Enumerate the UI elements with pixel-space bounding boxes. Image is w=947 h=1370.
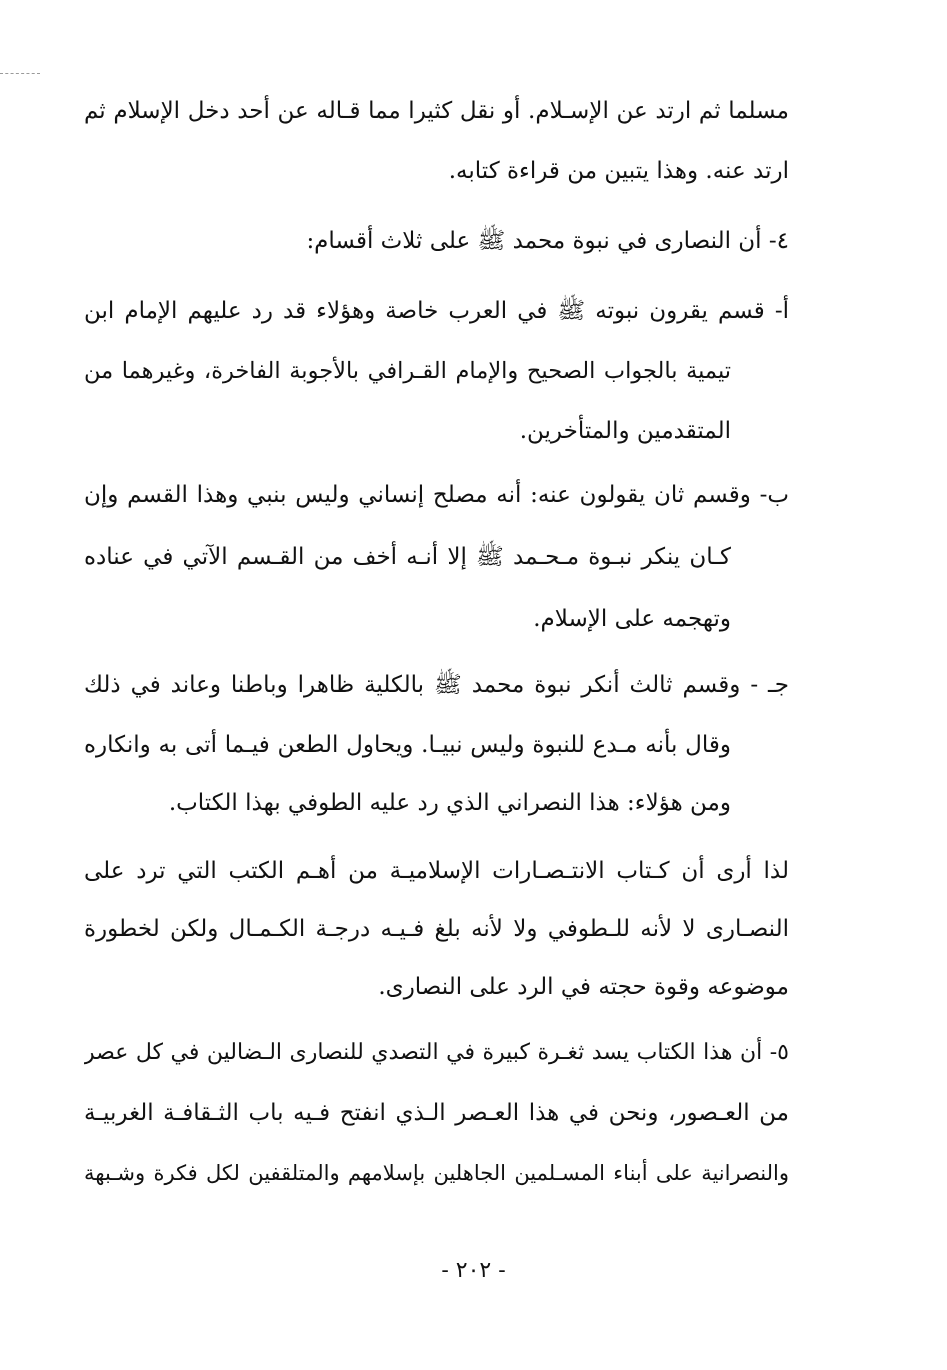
list-item-5-line-2: من العـصور، ونحن في هذا العـصر الـذي انفتح فـيه باب الثـقافـة الغربيـة [84, 1100, 789, 1126]
conclusion-line-2: النصـارى لا لأنه للـطوفي ولا لأنه بلغ فـيـه درجـة الكـمـال ولكن لخطورة [84, 916, 789, 942]
subitem-a-line-2: تيمية بالجواب الصحيح والإمام القـرافي بالأجوبة الفاخرة، وغيرهما من [84, 358, 731, 384]
subitem-b-line-3: وتهجمه على الإسلام. [533, 606, 731, 632]
conclusion-line-3: موضوعه وقوة حجته في الرد على النصارى. [378, 974, 789, 1000]
subitem-b-line-1: ب- وقسم ثان يقولون عنه: أنه مصلح إنساني وليس بنبي وهذا القسم وإن [84, 482, 789, 508]
scan-edge-mark [0, 73, 40, 74]
conclusion-line-1: لذا أرى أن كـتاب الانتـصـارات الإسلاميـة من أهـم الكتب التي ترد على [84, 858, 789, 884]
subitem-c-line-1: جـ - وقسم ثالث أنكر نبوة محمد ﷺ بالكلية ظاهرا وباطنا وعاند في ذلك [84, 672, 789, 698]
subitem-a-line-1: أ- قسم يقرون نبوته ﷺ في العرب خاصة وهؤلاء قد رد عليهم الإمام ابن [84, 298, 789, 324]
list-item-4-heading: ٤- أن النصارى في نبوة محمد ﷺ على ثلاث أقسام: [306, 228, 789, 254]
list-item-5-line-3: والنصرانية على أبناء المسـلمين الجاهلين بإسلامهم والمتلقفين لكل فكرة وشـبهة [84, 1161, 789, 1185]
subitem-a-line-3: المتقدمين والمتأخرين. [519, 418, 731, 444]
list-item-5-line-1: ٥- أن هذا الكتاب يسد ثغـرة كبيرة في التصدي للنصارى الـضالين في كل عصر [84, 1040, 789, 1065]
text-line-1: مسلما ثم ارتد عن الإسـلام. أو نقل كثيرا مما قـاله عن أحد دخل الإسلام ثم [84, 98, 789, 124]
subitem-c-line-2: وقال بأنه مـدع للنبوة وليس نبيـا. ويحاول الطعن فيـما أتى به وانكاره [84, 732, 731, 758]
page-number: - ٢٠٢ - [441, 1258, 506, 1283]
subitem-b-line-2: كـان ينكر نبـوة مـحـمد ﷺ إلا أنـه أخف من القـسم الآتي في عناده [84, 544, 731, 570]
subitem-c-line-3: ومن هؤلاء: هذا النصراني الذي رد عليه الطوفي بهذا الكتاب. [168, 790, 731, 816]
text-line-2: ارتد عنه. وهذا يتبين من قراءة كتابه. [448, 158, 789, 184]
